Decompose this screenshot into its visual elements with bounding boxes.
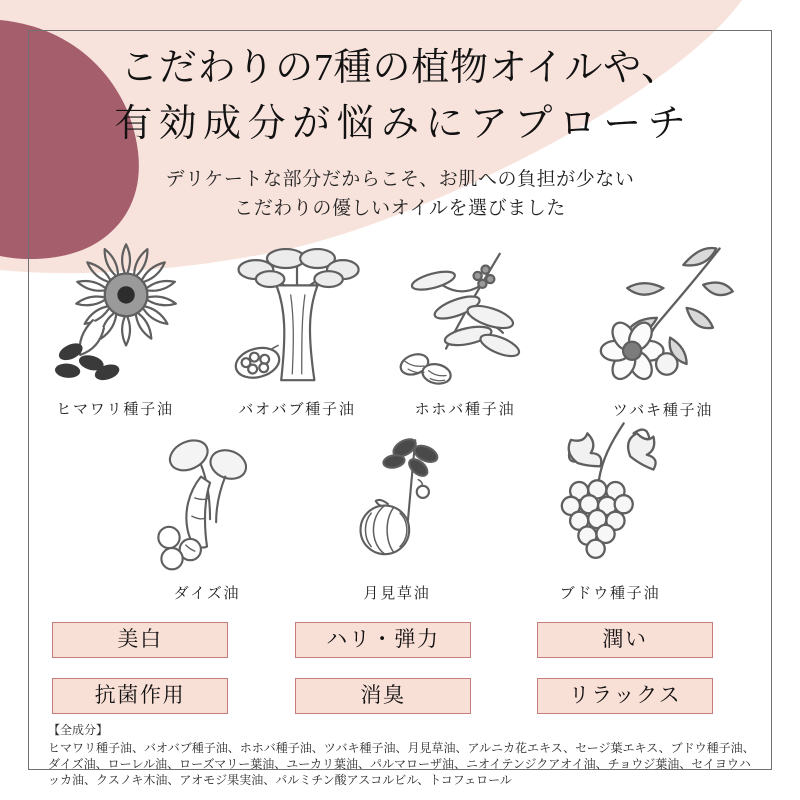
oil-item-jojoba [380, 238, 550, 419]
subtitle-line-1: デリケートな部分だからこそ、お肌への負担が少ない [165, 169, 635, 190]
soybean-illustration [131, 428, 283, 580]
oil-item-baobab [212, 238, 382, 419]
benefit-tag-moisture: 潤い [537, 622, 713, 658]
benefit-tag-firmness: ハリ・弾力 [295, 622, 471, 658]
full-ingredients-section [48, 722, 762, 788]
evening-primrose-illustration [321, 428, 473, 580]
benefit-tag-whitening: 美白 [52, 622, 228, 658]
oil-label: ダイズ油 [173, 586, 241, 602]
oil-label: ホホバ種子油 [414, 402, 516, 418]
subtitle-line-2: こだわりの優しいオイルを選びました [234, 198, 566, 219]
benefit-tag-antibacterial: 抗菌作用 [52, 678, 228, 714]
title-line-1: こだわりの7種の植物オイルや、 [120, 47, 680, 89]
oil-label: 月見草油 [363, 586, 431, 602]
benefit-tag-deodorant: 消臭 [295, 678, 471, 714]
oil-item-camellia [578, 232, 748, 420]
oil-item-sunflower [30, 238, 200, 419]
benefit-tag-relax: リラックス [537, 678, 713, 714]
sunflower-illustration [36, 238, 194, 396]
ingredients-list: ヒマワリ種子油、バオバブ種子油、ホホバ種子油、ツバキ種子油、月見草油、アルニカ花エキス、セージ葉エキス、ブドウ種子油、ダイズ油、ローレル油、ローズマリー葉油、ユーカリ葉油、パルマローザ油、ニオイテンジクアオイ油、チョウジ葉油、セイヨウハッカ油、クスノキ木油、アオモジ果実油、パルミチン酸アスコルビル、トコフェロール [48, 741, 755, 787]
ingredients-heading: 【全成分】 [48, 723, 109, 737]
page-subtitle [28, 165, 772, 223]
oil-item-soybean [122, 428, 292, 603]
oil-item-grape [525, 412, 695, 603]
oil-label: ツバキ種子油 [612, 403, 714, 419]
camellia-branch-illustration [581, 232, 746, 397]
grape-vine-illustration [528, 412, 693, 580]
oil-label: バオバブ種子油 [238, 402, 356, 418]
oil-item-evening-primrose [312, 428, 482, 603]
title-line-2: 有効成分が悩みにアプローチ [114, 103, 693, 145]
page-title [28, 40, 772, 152]
jojoba-branch-illustration [386, 238, 544, 396]
oil-label: ヒマワリ種子油 [56, 402, 174, 418]
baobab-tree-illustration [218, 238, 376, 396]
oil-label: ブドウ種子油 [559, 586, 661, 602]
